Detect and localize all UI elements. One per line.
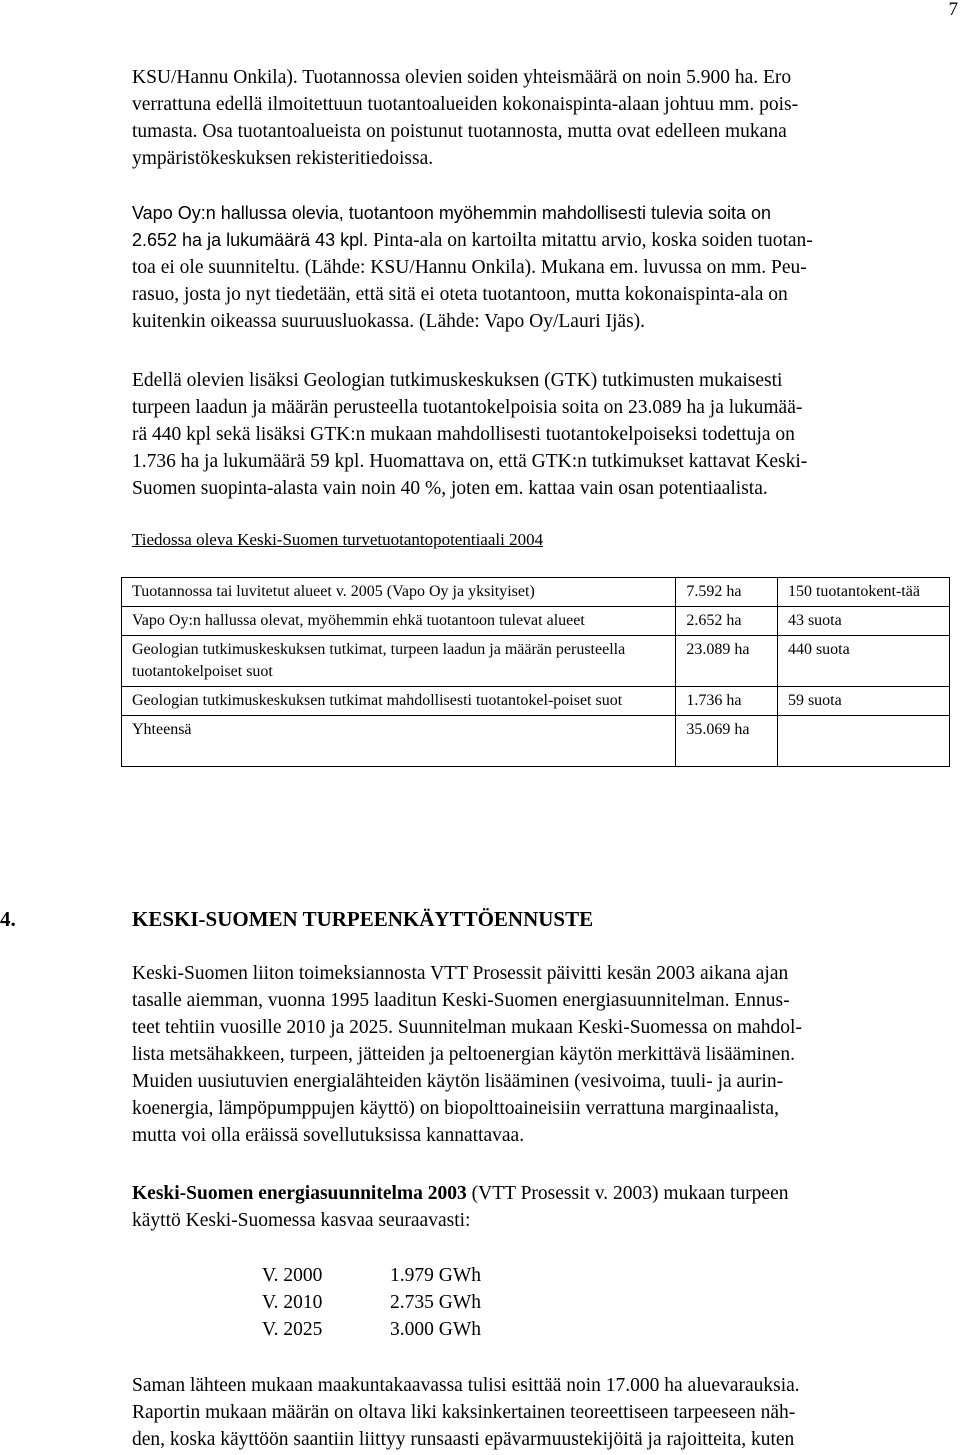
forecast-value: 2.735 GWh <box>390 1292 481 1313</box>
paragraph-3 <box>132 367 932 502</box>
text-line: käyttö Keski-Suomessa kasvaa seuraavasti: <box>132 1210 471 1231</box>
peat-use-forecast <box>262 1262 481 1343</box>
text-line: den, koska käyttöön saantiin liittyy runsaasti epävarmuustekijöitä ja rajoitteita, kuten <box>132 1429 795 1450</box>
table-cell-count: 59 suota <box>777 687 949 716</box>
section-heading <box>0 905 594 933</box>
table-cell-area: 1.736 ha <box>676 687 778 716</box>
page-number: 7 <box>948 0 958 20</box>
text-line: Vapo Oy:n hallussa olevia, tuotantoon myöhemmin mahdollisesti tulevia soita on <box>132 203 772 223</box>
bold-title: Keski-Suomen energiasuunnitelma 2003 <box>132 1183 467 1204</box>
forecast-year: V. 2025 <box>262 1319 323 1340</box>
paragraph-6 <box>132 1372 932 1453</box>
forecast-row <box>262 1262 481 1289</box>
text-line: tasalle aiemman, vuonna 1995 laaditun Keski-Suomen energiasuunnitelman. Ennus- <box>132 990 790 1011</box>
text-fragment: 2.652 ha ja lukumäärä 43 kpl. <box>132 230 369 250</box>
table-cell-area: 23.089 ha <box>676 636 778 687</box>
table-cell-description: Yhteensä <box>122 716 676 767</box>
text-line: koenergia, lämpöpumppujen käyttö) on biopolttoaineisiin verrattuna marginaalista, <box>132 1098 779 1119</box>
text-line: ympäristökeskuksen rekisteritiedoissa. <box>132 148 434 169</box>
forecast-year: V. 2010 <box>262 1292 323 1313</box>
text-line <box>132 1180 932 1207</box>
text-line: turpeen laadun ja määrän perusteella tuotantokelpoisia soita on 23.089 ha ja lukumää- <box>132 397 803 418</box>
text-line: Edellä olevien lisäksi Geologian tutkimuskeskuksen (GTK) tutkimusten mukaisesti <box>132 370 783 391</box>
paragraph-5 <box>132 1180 932 1234</box>
text-line: 1.736 ha ja lukumäärä 59 kpl. Huomattava on, että GTK:n tutkimukset kattavat Keski- <box>132 451 808 472</box>
table-cell-description: Geologian tutkimuskeskuksen tutkimat, turpeen laadun ja määrän perusteella tuotantokelpoiset suot <box>122 636 676 687</box>
text-line <box>132 227 932 254</box>
text-line: teet tehtiin vuosille 2010 ja 2025. Suunnitelman mukaan Keski-Suomessa on mahdol- <box>132 1017 802 1038</box>
forecast-value: 1.979 GWh <box>390 1265 481 1286</box>
section-number: 4. <box>0 907 16 931</box>
text-line: Suomen suopinta-alasta vain noin 40 %, joten em. kattaa vain osan potentiaalista. <box>132 478 768 499</box>
table-cell-description: Vapo Oy:n hallussa olevat, myöhemmin ehkä tuotantoon tulevat alueet <box>122 607 676 636</box>
table-cell-area: 2.652 ha <box>676 607 778 636</box>
table-cell-count: 150 tuotantokent-tää <box>777 578 949 607</box>
forecast-row <box>262 1316 481 1343</box>
text-line: Keski-Suomen liiton toimeksiannosta VTT Prosessit päivitti kesän 2003 aikana ajan <box>132 963 789 984</box>
text-line: KSU/Hannu Onkila). Tuotannossa olevien soiden yhteismäärä on noin 5.900 ha. Ero <box>132 67 792 88</box>
table-caption: Tiedossa oleva Keski-Suomen turvetuotantopotentiaali 2004 <box>132 530 544 549</box>
text-line: Muiden uusiutuvien energialähteiden käytön lisääminen (vesivoima, tuuli- ja aurin- <box>132 1071 784 1092</box>
paragraph-1 <box>132 64 932 172</box>
text-line: verrattuna edellä ilmoitettuun tuotantoalueiden kokonaispinta-alaan johtuu mm. pois- <box>132 94 799 115</box>
text-line: toa ei ole suunniteltu. (Lähde: KSU/Hannu Onkila). Mukana em. luvussa on mm. Peu- <box>132 257 807 278</box>
table-row <box>122 607 950 636</box>
text-line: Raportin mukaan määrän on oltava liki kaksinkertainen teoreettiseen tarpeeseen näh- <box>132 1402 796 1423</box>
peat-potential-table <box>121 577 950 767</box>
table-cell-count <box>777 716 949 767</box>
forecast-row <box>262 1289 481 1316</box>
table-cell-description: Tuotannossa tai luvitetut alueet v. 2005 (Vapo Oy ja yksityiset) <box>122 578 676 607</box>
forecast-value: 3.000 GWh <box>390 1319 481 1340</box>
table-row <box>122 636 950 687</box>
section-title: KESKI-SUOMEN TURPEENKÄYTTÖENNUSTE <box>132 907 594 931</box>
table-cell-area: 7.592 ha <box>676 578 778 607</box>
text-line: rä 440 kpl sekä lisäksi GTK:n mukaan mahdollisesti tuotantokelpoiseksi todettuja on <box>132 424 795 445</box>
text-line: kuitenkin oikeassa suuruusluokassa. (Lähde: Vapo Oy/Lauri Ijäs). <box>132 311 646 332</box>
table-row-total <box>122 716 950 767</box>
text-line: lista metsähakkeen, turpeen, jätteiden ja peltoenergian käytön merkittävä lisääminen. <box>132 1044 795 1065</box>
text-line: rasuo, josta jo nyt tiedetään, että sitä ei oteta tuotantoon, mutta kokonaispinta-ala on <box>132 284 788 305</box>
forecast-year: V. 2000 <box>262 1265 323 1286</box>
paragraph-2 <box>132 200 932 335</box>
table-cell-description: Geologian tutkimuskeskuksen tutkimat mahdollisesti tuotantokel-poiset suot <box>122 687 676 716</box>
paragraph-4 <box>132 960 932 1149</box>
text-fragment: (VTT Prosessit v. 2003) mukaan turpeen <box>466 1183 789 1204</box>
table-row <box>122 687 950 716</box>
table-row <box>122 578 950 607</box>
text-line: mutta voi olla eräissä sovellutuksissa kannattavaa. <box>132 1125 525 1146</box>
table-cell-area: 35.069 ha <box>676 716 778 767</box>
text-fragment: Pinta-ala on kartoilta mitattu arvio, koska soiden tuotan- <box>368 230 813 251</box>
table-cell-count: 440 suota <box>777 636 949 687</box>
text-line: Saman lähteen mukaan maakuntakaavassa tulisi esittää noin 17.000 ha aluevarauksia. <box>132 1375 800 1396</box>
table-cell-count: 43 suota <box>777 607 949 636</box>
text-line: tumasta. Osa tuotantoalueista on poistunut tuotannosta, mutta ovat edelleen mukana <box>132 121 787 142</box>
